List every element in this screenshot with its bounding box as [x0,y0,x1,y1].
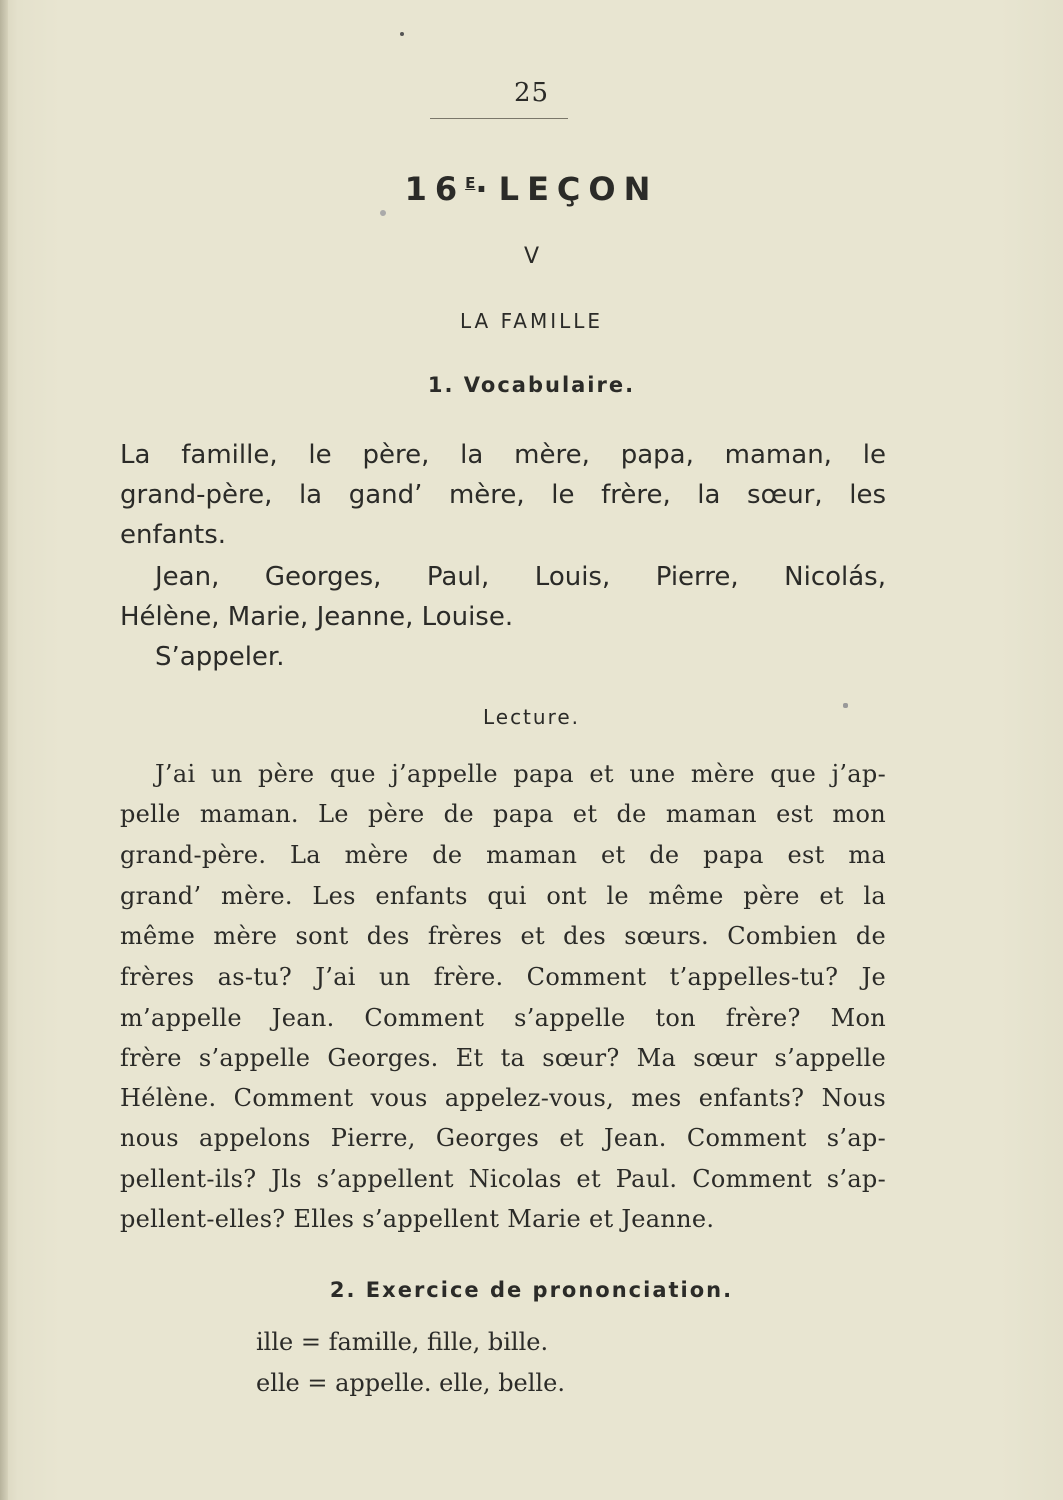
vocabulary-line: La famille, le père, la mère, papa, maman, le [120,440,886,470]
ink-speck [380,210,386,216]
page-spine [0,0,8,1500]
vocabulary-line: Jean, Georges, Paul, Louis, Pierre, Nicolás, [155,562,886,592]
reading-heading: Lecture. [482,705,581,729]
reading-line: pelle maman. Le père de papa et de maman est mon [120,800,886,828]
reading-line: J’ai un père que j’appelle papa et une mère que j’ap- [155,760,886,788]
reading-line: grand’ mère. Les enfants qui ont le même père et la [120,882,886,910]
reading-line: nous appelons Pierre, Georges et Jean. Comment s’ap- [120,1124,886,1152]
ink-speck [400,32,404,36]
reading-line: pellent-ils? Jls s’appellent Nicolas et Paul. Comment s’ap- [120,1165,886,1193]
vocabulary-line: grand-père, la gand’ mère, le frère, la sœur, les [120,480,886,510]
reading-line: m’appelle Jean. Comment s’appelle ton frère? Mon [120,1004,886,1032]
chapter-title: LA FAMILLE [459,309,604,333]
reading-line: frère s’appelle Georges. Et ta sœur? Ma sœur s’appelle [120,1044,886,1072]
pronunciation-heading: 2. Exercice de prononciation. [329,1278,734,1302]
reading-line: même mère sont des frères et des sœurs. Combien de [120,922,886,950]
lesson-number: 16 [404,170,466,208]
pronunciation-line: ille = famille, fille, bille. [256,1328,549,1356]
vocabulary-heading: 1. Vocabulaire. [427,373,636,397]
page-number: 25 [513,78,550,108]
lesson-title: LEÇON [498,170,659,208]
vocabulary-line: Hélène, Marie, Jeanne, Louise. [120,602,514,632]
pronunciation-line: elle = appelle. elle, belle. [256,1369,565,1397]
reading-line: grand-père. La mère de maman et de papa est ma [120,841,886,869]
vocabulary-line: enfants. [120,520,227,550]
unit-roman-numeral: V [523,244,540,269]
reading-line: frères as-tu? J’ai un frère. Comment t’appelles-tu? Je [120,963,886,991]
reading-line: Hélène. Comment vous appelez-vous, mes enfants? Nous [120,1084,886,1112]
lesson-heading: $16^E\cdot$ LEÇON [404,170,659,208]
reading-line: pellent-elles? Elles s’appellent Marie et Jeanne. [120,1205,715,1233]
header-rule [430,118,568,119]
lesson-number-suffix: E [465,174,476,192]
vocabulary-line: S’appeler. [155,642,285,672]
